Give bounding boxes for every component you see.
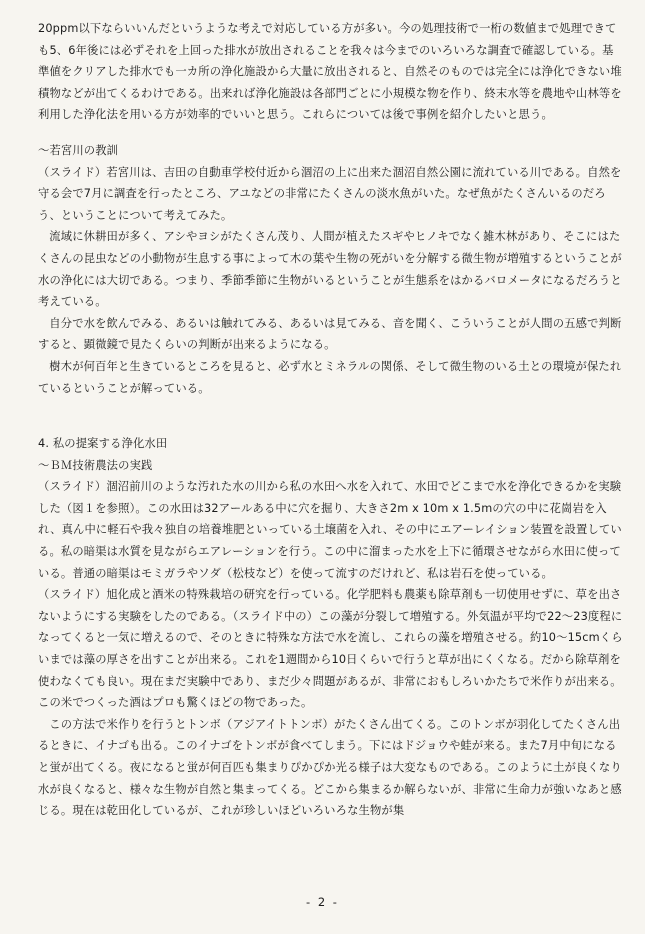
section-subheading-bm: ～ＢＭ技術農法の実践 [38, 458, 153, 472]
intro-block [38, 18, 623, 126]
paragraph: 樹木が何百年と生きているところを見ると、必ず水とミネラルの関係、そして微生物のいる土との環境が保たれているということが解っている。 [38, 359, 622, 395]
paragraph: （スライド）若宮川は、吉田の自動車学校付近から涸沼の上に出来た涸沼自然公園に流れている川である。自然を守る会で7月に調査を行ったところ、アユなどの非常にたくさんの淡水魚がいた。なぜ魚がたくさんいるのだろう、ということについて考えてみた。 [38, 165, 622, 222]
paragraph: 流域に休耕田が多く、アシやヨシがたくさん茂り、人間が植えたスギやヒノキでなく雑木林があり、そこにはたくさんの昆虫などの小動物が生息する事によって木の葉や生物の死がいを分解する微生物が増殖するということが水の浄化には大切である。つまり、季節季節に生物がいるということが生態系をはかるバロメータになるだろうと考えている。 [38, 230, 622, 309]
paragraph: （スライド）涸沼前川のような汚れた水の川から私の水田へ水を入れて、水田でどこまで水を浄化できるかを実験した（図１を参照）。この水田は32アールある中に穴を掘り、大きさ2m x 10m x 1.5mの穴の中に花崗岩を入れ、真ん中に軽石や我々独自の培養堆肥といっている土壌菌を入れ、その中にエアーレイション装置を設置している。私の暗渠は水質を見ながらエアレーションを行う。この中に溜まった水を上下に循環させながら水田に使っている。普通の暗渠はモミガラやソダ（松枝など）を使って流すのだけれど、私は岩石を使っている。 [38, 480, 622, 580]
page-number: - 2 - [306, 895, 339, 909]
intro-paragraph: 20ppm以下ならいいんだというような考えで対応している方が多い。今の処理技術で一桁の数値まで処理できても5、6年後には必ずそれを上回った排水が放出されることを我々は今までのいろいろな調査で確認している。基準値をクリアした排水でも一カ所の浄化施設から大量に放出されると、自然そのものでは完全には浄化できない堆積物などが出てくるわけである。出来れば浄化施設は各部門ごとに小規模な物を作り、終末水等を農地や山林等を利用した浄化法を用いる方が効率的でいいと思う。これらについては後で事例を紹介したいと思う。 [38, 22, 622, 122]
paragraph: （スライド）旭化成と酒米の特殊栽培の研究を行っている。化学肥料も農薬も除草剤も一切使用せずに、草を出さないようにする実験をしたのである。（スライド中の）この藻が分裂して増殖する。外気温が平均で22～23度程になってくると一気に増えるので、そのときに特殊な方法で水を流し、これらの藻を増殖させる。約10～15cmくらいまでは藻の厚さを出すことが出来る。これを1週間から10日くらいで行うと草が出にくくなる。だから除草剤を使わなくても良い。現在まだ実験中であり、まだ少々問題があるが、非常におもしろいかたちで米作りが出来る。この米でつくった酒はプロも驚くほどの物であった。 [38, 588, 623, 710]
paragraph: 自分で水を飲んでみる、あるいは触れてみる、あるいは見てみる、音を聞く、こういうことが人間の五感で判断すると、顕微鏡で見たくらいの判断が出来るようになる。 [38, 316, 622, 352]
section-wakamiya [38, 140, 623, 399]
section-heading-proposal: 4. 私の提案する浄化水田 [38, 437, 168, 451]
paragraph: この方法で米作りを行うとトンボ（アジアイトトンボ）がたくさん出てくる。このトンボが羽化してたくさん出るときに、イナゴも出る。このイナゴをトンボが食べてしまう。下にはドジョウや蛙が来る。また7月中旬になると蛍が出てくる。夜になると蛍が何百匹も集まりぴかぴか光る様子は大変なものである。このように土が良くなり水が良くなると、様々な生物が自然と集まってくる。どこから集まるか解らないが、非常に生命力が強いなあと感じる。現在は乾田化しているが、これが珍しいほどいろいろな生物が集 [38, 717, 622, 818]
section-heading-wakamiya: ～若宮川の教訓 [38, 143, 119, 157]
section-proposal [38, 433, 623, 822]
